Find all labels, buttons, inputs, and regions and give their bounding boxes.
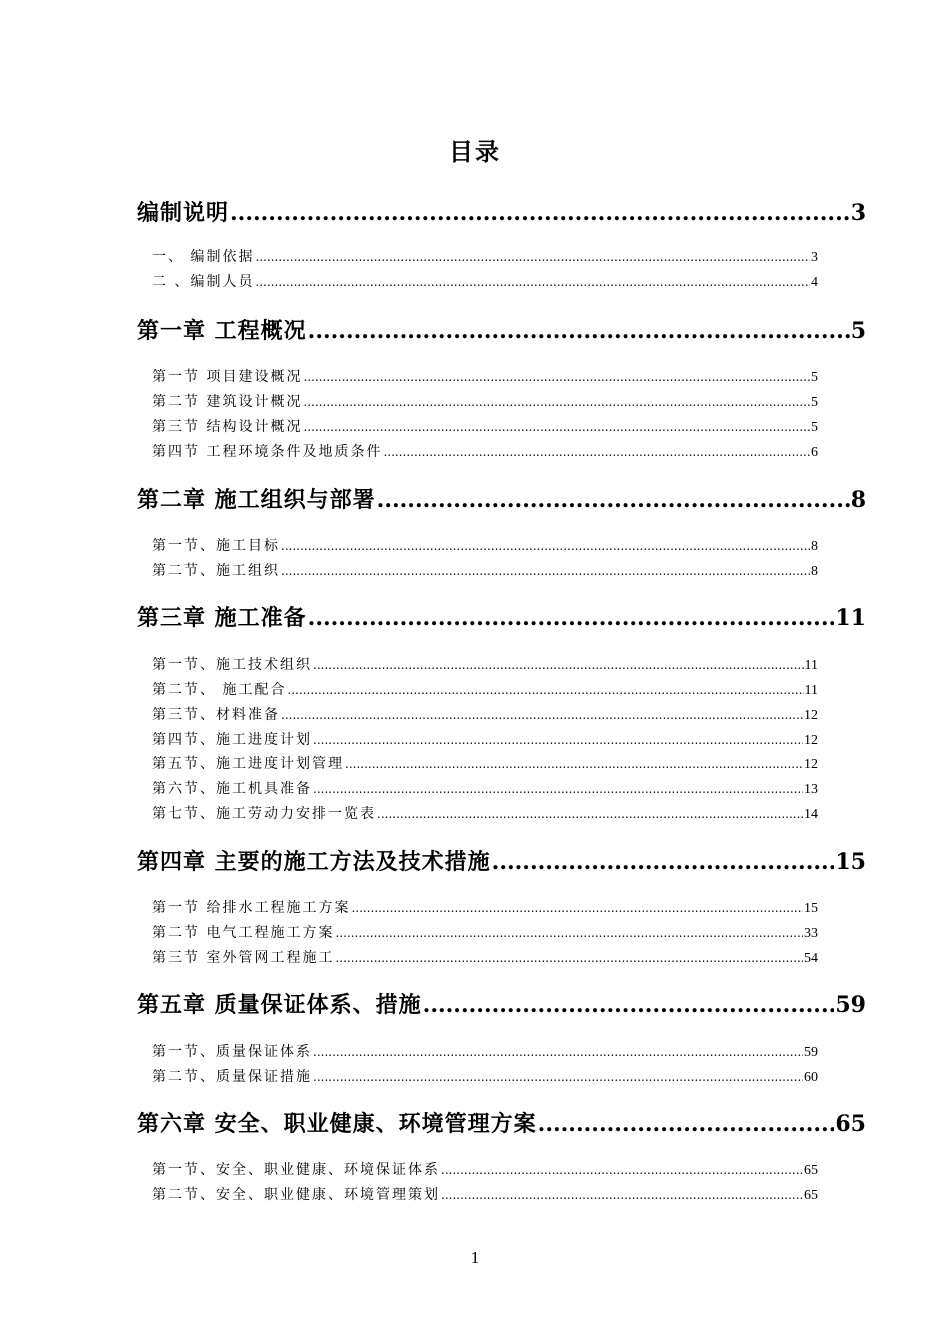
toc-section[interactable] (152, 1184, 818, 1204)
toc-leader (377, 807, 803, 821)
toc-label: 第三节 结构设计概况 (152, 419, 303, 435)
toc-label: 第七节、施工劳动力安排一览表 (152, 806, 376, 822)
toc-leader (281, 708, 803, 722)
toc-leader (308, 605, 835, 631)
toc-leader (281, 564, 810, 578)
toc-section[interactable] (152, 1041, 818, 1061)
toc-leader (281, 539, 810, 553)
toc-label: 第二节、施工组织 (152, 563, 280, 579)
toc-leader (308, 318, 850, 344)
toc-label: 第一节 给排水工程施工方案 (152, 900, 351, 916)
toc-section[interactable] (152, 271, 818, 291)
toc-page: 59 (835, 992, 866, 1018)
toc-leader (335, 926, 803, 940)
toc-page: 5 (811, 370, 818, 385)
toc-section[interactable] (152, 947, 818, 967)
page-number: 1 (470, 1248, 480, 1267)
toc-page: 12 (804, 757, 818, 772)
toc-page: 5 (811, 420, 818, 435)
toc-page: 12 (804, 708, 818, 723)
toc-page: 59 (804, 1045, 818, 1060)
toc-chapter[interactable] (137, 845, 866, 875)
toc-section[interactable] (152, 679, 818, 699)
toc-leader (383, 445, 810, 459)
toc-leader (255, 250, 810, 264)
toc-label: 第一节、施工目标 (152, 538, 280, 554)
toc-section[interactable] (152, 391, 818, 411)
toc-label: 第一节、施工技术组织 (152, 657, 312, 673)
toc-label: 第五节、施工进度计划管理 (152, 756, 344, 772)
toc-page: 8 (811, 564, 818, 579)
toc-page: 11 (835, 605, 866, 631)
toc-label: 第二节、质量保证措施 (152, 1069, 312, 1085)
toc-label: 二 、编制人员 (152, 274, 255, 290)
page-title: 目录 (449, 137, 501, 166)
toc-leader (313, 1045, 803, 1059)
toc-label: 第三节 室外管网工程施工 (152, 950, 335, 966)
toc-leader (255, 275, 810, 289)
toc-label: 第二节、 施工配合 (152, 682, 287, 698)
toc-leader (377, 487, 850, 513)
toc-page: 4 (811, 275, 818, 290)
toc-section[interactable] (152, 803, 818, 823)
toc-label: 第一章 工程概况 (137, 318, 307, 344)
toc-chapter[interactable] (137, 314, 866, 344)
toc-page: 5 (811, 395, 818, 410)
toc-leader (441, 1163, 803, 1177)
toc-page: 65 (804, 1163, 818, 1178)
toc-leader (345, 757, 803, 771)
toc-label: 第二节 电气工程施工方案 (152, 925, 335, 941)
toc-label: 第四章 主要的施工方法及技术措施 (137, 849, 491, 875)
toc-page: 8 (811, 539, 818, 554)
toc-section[interactable] (152, 654, 818, 674)
toc-leader (313, 658, 804, 672)
toc-label: 第三节、材料准备 (152, 707, 280, 723)
toc-leader (230, 200, 850, 226)
toc-page: 15 (804, 901, 818, 916)
toc-leader (303, 370, 810, 384)
toc-label: 第一节、质量保证体系 (152, 1044, 312, 1060)
toc-section[interactable] (152, 1159, 818, 1179)
toc-page: 11 (804, 658, 818, 673)
toc-leader (441, 1188, 803, 1202)
toc-section[interactable] (152, 366, 818, 386)
toc-chapter[interactable] (137, 988, 866, 1018)
toc-page: 5 (850, 318, 866, 344)
toc-label: 第二节 建筑设计概况 (152, 394, 303, 410)
toc-page: 12 (804, 733, 818, 748)
toc-label: 第四节 工程环境条件及地质条件 (152, 444, 383, 460)
toc-section[interactable] (152, 729, 818, 749)
toc-section[interactable] (152, 560, 818, 580)
toc-label: 第六章 安全、职业健康、环境管理方案 (137, 1111, 537, 1137)
toc-leader (313, 782, 803, 796)
toc-section[interactable] (152, 897, 818, 917)
toc-page: 15 (835, 849, 866, 875)
toc-label: 第四节、施工进度计划 (152, 732, 312, 748)
toc-section[interactable] (152, 1066, 818, 1086)
toc-leader (351, 901, 803, 915)
toc-page: 8 (850, 487, 866, 513)
toc-page: 65 (835, 1111, 866, 1137)
toc-label: 第二章 施工组织与部署 (137, 487, 376, 513)
toc-label: 第三章 施工准备 (137, 605, 307, 631)
toc-leader (313, 1070, 803, 1084)
toc-page: 54 (804, 951, 818, 966)
toc-leader (538, 1111, 835, 1137)
toc-label: 第六节、施工机具准备 (152, 781, 312, 797)
toc-leader (303, 420, 810, 434)
toc-leader (313, 733, 803, 747)
toc-label: 第一节 项目建设概况 (152, 369, 303, 385)
toc-label: 一、 编制依据 (152, 249, 255, 265)
toc-leader (303, 395, 810, 409)
toc-page: 14 (804, 807, 818, 822)
toc-leader (287, 683, 803, 697)
toc-section[interactable] (152, 246, 818, 266)
toc-page: 33 (804, 926, 818, 941)
toc-leader (335, 951, 803, 965)
toc-page: 65 (804, 1188, 818, 1203)
toc-section[interactable] (152, 535, 818, 555)
toc-page: 3 (850, 200, 866, 226)
toc-page: 3 (811, 250, 818, 265)
toc-chapter[interactable] (137, 601, 866, 631)
toc-leader (423, 992, 835, 1018)
toc-label: 第二节、安全、职业健康、环境管理策划 (152, 1187, 440, 1203)
toc-page: 6 (811, 445, 818, 460)
toc-label: 第五章 质量保证体系、措施 (137, 992, 422, 1018)
toc-label: 编制说明 (137, 200, 230, 226)
toc-chapter[interactable] (137, 196, 866, 226)
toc-section[interactable] (152, 704, 818, 724)
toc-page: 13 (804, 782, 818, 797)
toc-section[interactable] (152, 441, 818, 461)
toc-chapter[interactable] (137, 483, 866, 513)
toc-section[interactable] (152, 922, 818, 942)
toc-section[interactable] (152, 416, 818, 436)
toc-label: 第一节、安全、职业健康、环境保证体系 (152, 1162, 440, 1178)
toc-page: 11 (804, 683, 818, 698)
toc-page: 60 (804, 1070, 818, 1085)
toc-leader (492, 849, 835, 875)
toc-section[interactable] (152, 753, 818, 773)
toc-section[interactable] (152, 778, 818, 798)
toc-chapter[interactable] (137, 1107, 866, 1137)
